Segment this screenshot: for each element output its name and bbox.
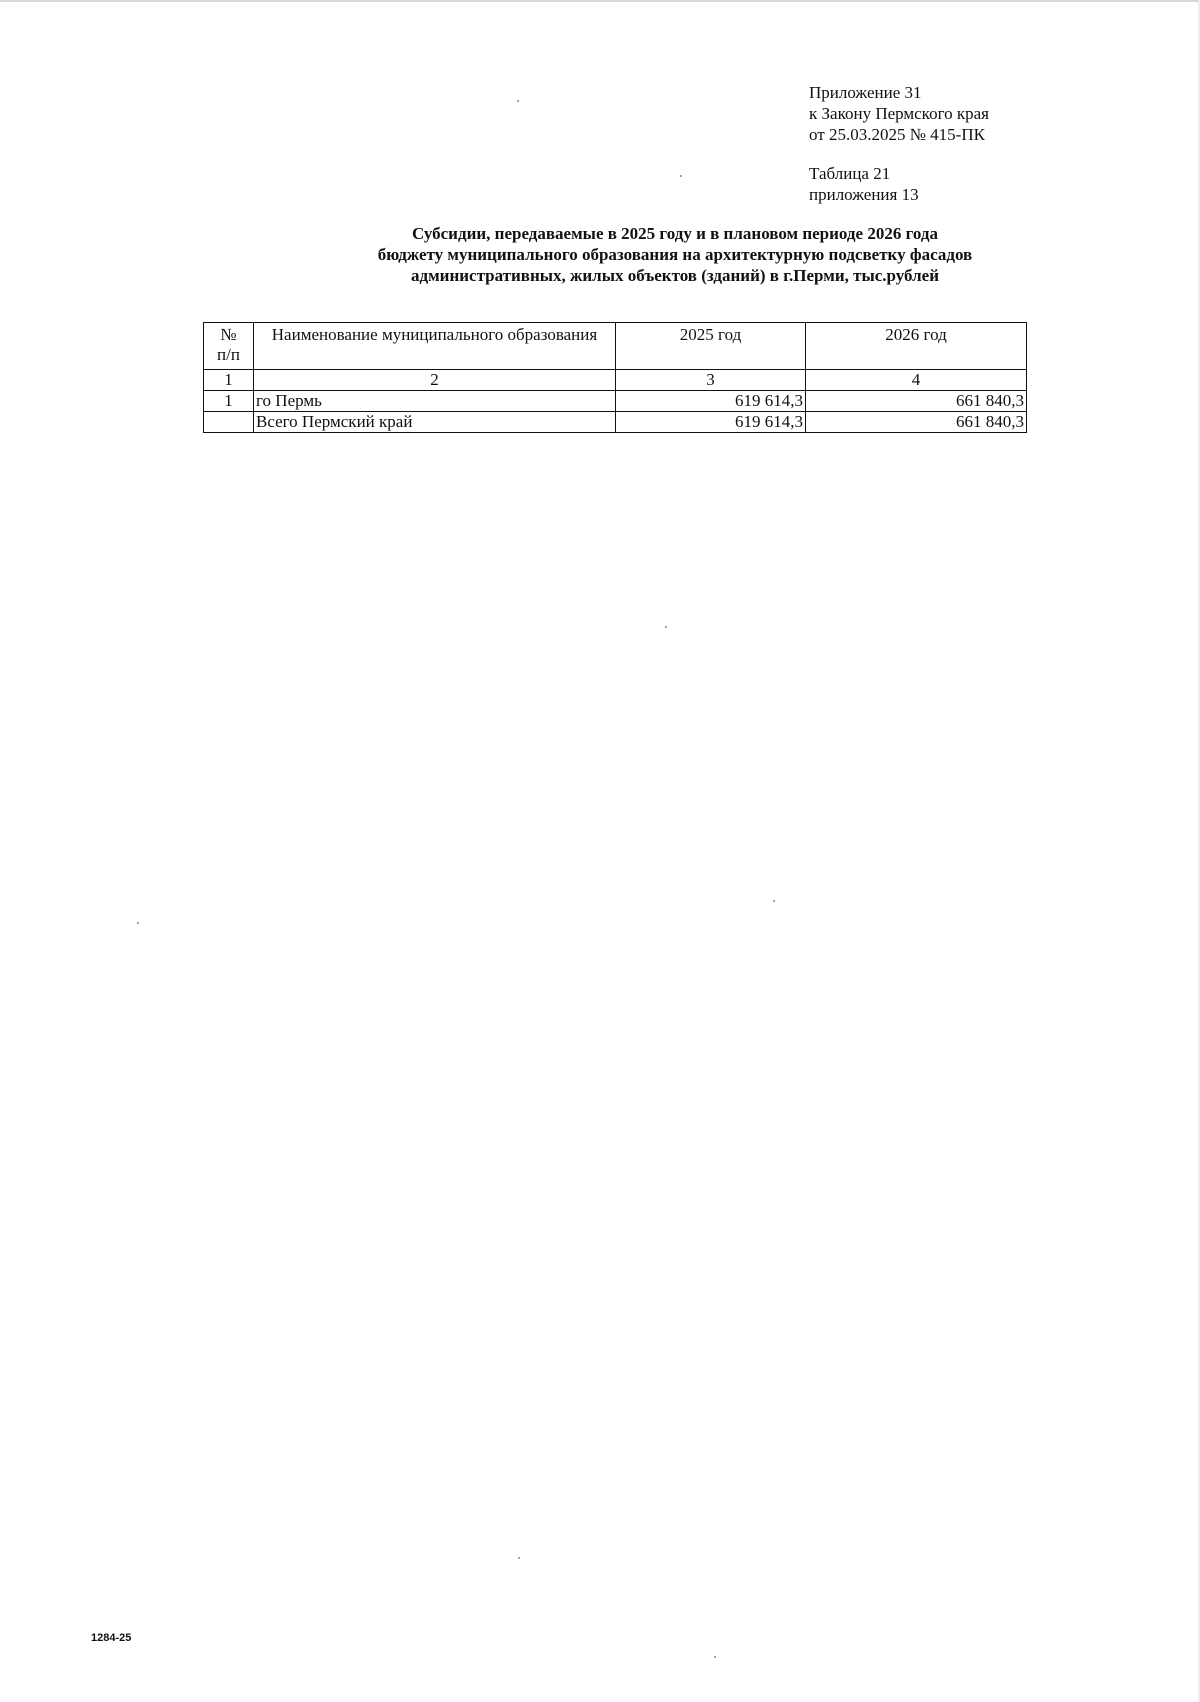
scan-speck bbox=[137, 922, 139, 924]
table-reference bbox=[809, 163, 919, 205]
document-registration-code: 1284-25 bbox=[91, 1632, 132, 1644]
row-2025-cell: 619 614,3 bbox=[616, 391, 806, 412]
table-header-row bbox=[204, 323, 1027, 370]
scan-speck bbox=[518, 1557, 520, 1559]
document-title bbox=[250, 223, 1100, 286]
appendix-line-1: Приложение 31 bbox=[809, 83, 922, 102]
row-number-cell: 1 bbox=[204, 391, 254, 412]
header-number bbox=[204, 323, 254, 370]
appendix-line-2: к Закону Пермского края bbox=[809, 104, 990, 123]
appendix-line-3: от 25.03.2025 № 415-ПК bbox=[809, 125, 985, 144]
header-year-2025: 2025 год bbox=[616, 323, 806, 370]
column-index-cell: 2 bbox=[254, 370, 616, 391]
scan-speck bbox=[714, 1656, 716, 1658]
table-ref-line-2: приложения 13 bbox=[809, 185, 919, 204]
row-2026-cell: 661 840,3 bbox=[806, 412, 1027, 433]
column-index-row bbox=[204, 370, 1027, 391]
scan-edge-top bbox=[0, 0, 1200, 2]
scan-speck bbox=[773, 900, 775, 902]
header-municipality-name: Наименование муниципального образования bbox=[254, 323, 616, 370]
header-number-line-2: п/п bbox=[217, 345, 240, 364]
title-line-1: Субсидии, передаваемые в 2025 году и в плановом периоде 2026 года bbox=[412, 224, 938, 243]
column-index-cell: 1 bbox=[204, 370, 254, 391]
scan-speck bbox=[680, 175, 682, 177]
table-row bbox=[204, 391, 1027, 412]
title-line-2: бюджету муниципального образования на архитектурную подсветку фасадов bbox=[377, 245, 973, 264]
row-2025-cell: 619 614,3 bbox=[616, 412, 806, 433]
scan-speck bbox=[517, 100, 519, 102]
table-total-row bbox=[204, 412, 1027, 433]
header-number-line-1: № bbox=[220, 325, 237, 344]
appendix-reference bbox=[809, 82, 989, 145]
header-year-2026: 2026 год bbox=[806, 323, 1027, 370]
table-ref-line-1: Таблица 21 bbox=[809, 164, 891, 183]
title-line-3: административных, жилых объектов (зданий) в г.Перми, тыс.рублей bbox=[410, 266, 939, 285]
row-name-cell: го Пермь bbox=[254, 391, 616, 412]
column-index-cell: 3 bbox=[616, 370, 806, 391]
row-2026-cell: 661 840,3 bbox=[806, 391, 1027, 412]
row-number-cell bbox=[204, 412, 254, 433]
column-index-cell: 4 bbox=[806, 370, 1027, 391]
subsidies-table bbox=[203, 322, 1027, 433]
row-name-cell: Всего Пермский край bbox=[254, 412, 616, 433]
scan-speck bbox=[665, 626, 667, 628]
